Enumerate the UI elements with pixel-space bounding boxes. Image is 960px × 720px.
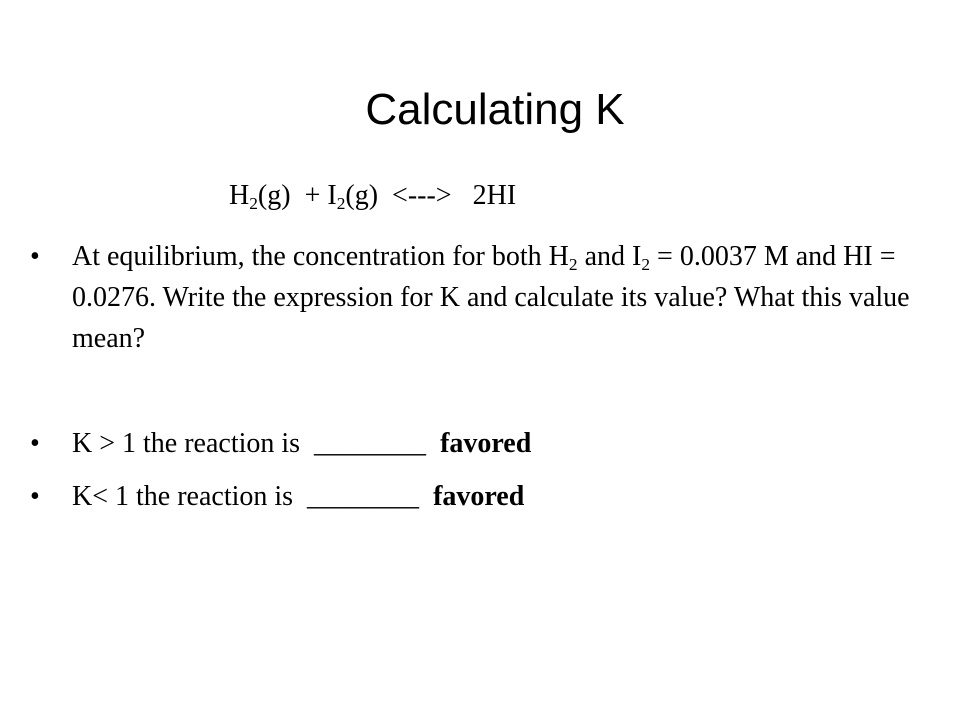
equation-i-state: (g) <box>345 180 393 211</box>
question-text-part3: = 0.0037 M and HI = 0.0276. Write the expression for K and calculate its value? What this value mean? <box>72 241 910 354</box>
question-i-subscript: 2 <box>641 254 651 274</box>
k-less-favored: favored <box>433 481 525 512</box>
question-h-subscript: 2 <box>568 254 578 274</box>
equation-i-symbol: I <box>327 180 337 211</box>
reaction-equation <box>229 176 516 216</box>
k-greater-text: K > 1 the reaction is ________ <box>72 428 441 459</box>
bullet-question <box>30 236 910 359</box>
question-text-part2: and I <box>577 241 642 272</box>
equation-h-state: (g) + <box>257 180 328 211</box>
equation-product: 2HI <box>472 180 517 211</box>
bullet-k-greater <box>30 423 910 464</box>
equation-arrow: <---> <box>392 180 452 211</box>
k-less-text: K< 1 the reaction is ________ <box>72 481 434 512</box>
equation-i-subscript: 2 <box>336 193 346 213</box>
bullet-list <box>30 236 910 517</box>
k-greater-favored: favored <box>440 428 532 459</box>
bullet-dot-icon: • <box>30 241 40 272</box>
bullet-k-less <box>30 476 910 517</box>
slide-title: Calculating K <box>365 85 625 134</box>
question-text-part1: At equilibrium, the concentration for both H <box>72 241 569 272</box>
equation-gap <box>452 180 473 211</box>
equation-h-subscript: 2 <box>249 193 258 213</box>
bullet-dot-icon: • <box>30 428 40 459</box>
bullet-dot-icon: • <box>30 481 40 512</box>
equation-h-symbol: H <box>229 180 250 211</box>
